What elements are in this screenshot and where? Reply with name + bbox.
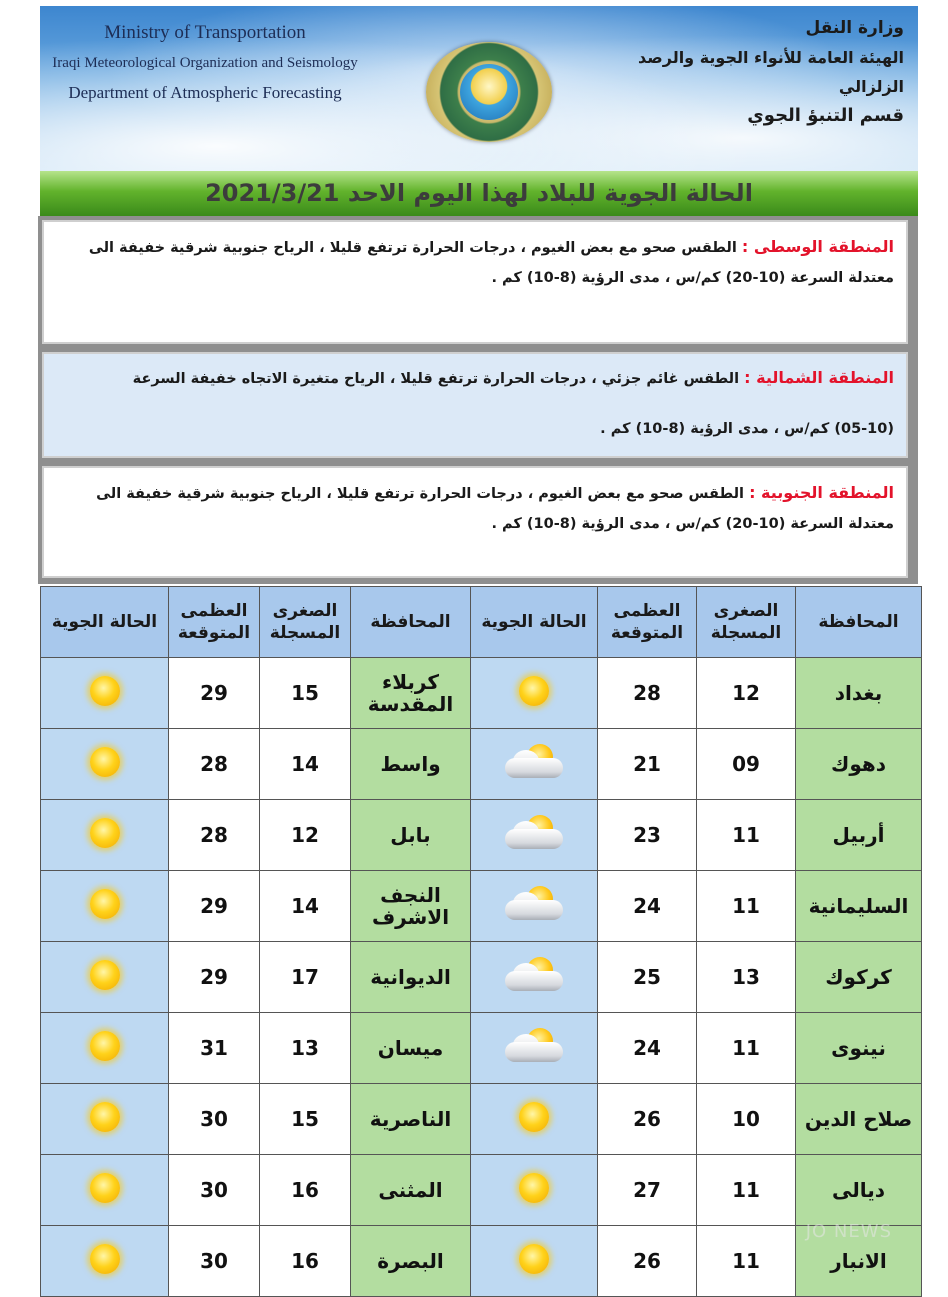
sun-icon [90,1031,120,1061]
province-name: كركوك [796,942,922,1013]
header-condition: الحالة الجوية [471,587,598,658]
max-temp: 23 [598,800,697,871]
min-temp: 12 [260,800,351,871]
region-label: المنطقة الجنوبية : [749,483,894,502]
sun-icon [519,1173,549,1203]
min-temp: 13 [697,942,796,1013]
min-temp: 11 [697,1226,796,1297]
region-text-line2: (05-10) كم/س ، مدى الرؤية (8-10) كم . [600,421,894,437]
region-text-line2: معتدلة السرعة (10-20) كم/س ، مدى الرؤية (8-10) كم . [491,516,894,532]
min-temp: 14 [260,729,351,800]
weather-condition [471,658,598,729]
table-row [41,729,922,800]
table-row [41,1226,922,1297]
weather-condition [471,1226,598,1297]
region-north [42,352,908,458]
table-row [41,1013,922,1084]
header-max: العظمى المتوقعة [598,587,697,658]
province-name: كربلاء المقدسة [351,658,471,729]
region-label: المنطقة الشمالية : [744,368,894,387]
max-temp: 27 [598,1155,697,1226]
min-temp: 10 [697,1084,796,1155]
table-row [41,1084,922,1155]
department-name-ar: قسم التنبؤ الجوي [747,105,904,126]
sun-icon [90,1173,120,1203]
arabic-header [604,14,904,130]
weather-bulletin [40,6,918,1272]
organization-name-ar: الهيئة العامة للأنواء الجوية والرصد الزلزالي [638,48,904,96]
sun-icon [90,1244,120,1274]
sun-icon [519,1244,549,1274]
region-label: المنطقة الوسطى : [741,237,894,256]
region-forecasts [38,216,918,584]
province-name: الانبار [796,1226,922,1297]
province-name: الديوانية [351,942,471,1013]
weather-condition [41,942,169,1013]
weather-condition [41,800,169,871]
max-temp: 26 [598,1084,697,1155]
min-temp: 14 [260,871,351,942]
min-temp: 15 [260,1084,351,1155]
min-temp: 11 [697,1155,796,1226]
weather-condition [41,1084,169,1155]
max-temp: 25 [598,942,697,1013]
department-name-en: Department of Atmospheric Forecasting [68,83,342,102]
region-text-line2: معتدلة السرعة (10-20) كم/س ، مدى الرؤية (8-10) كم . [491,270,894,286]
table-row [41,942,922,1013]
min-temp: 12 [697,658,796,729]
table-row [41,1155,922,1226]
bulletin-title: الحالة الجوية للبلاد لهذا اليوم الاحد 2021/3/21 [40,171,918,216]
weather-condition [41,658,169,729]
province-name: واسط [351,729,471,800]
province-name: النجف الاشرف [351,871,471,942]
min-temp: 11 [697,1013,796,1084]
table-row [41,658,922,729]
region-south [42,466,908,578]
max-temp: 26 [598,1226,697,1297]
header-banner [40,6,918,171]
header-condition: الحالة الجوية [41,587,169,658]
organization-logo [426,42,552,142]
sun-icon [90,960,120,990]
english-header [40,18,370,108]
weather-condition [471,800,598,871]
sun-icon [90,889,120,919]
min-temp: 11 [697,871,796,942]
province-name: الناصرية [351,1084,471,1155]
max-temp: 28 [169,800,260,871]
max-temp: 24 [598,871,697,942]
province-name: دهوك [796,729,922,800]
partly-cloudy-icon [503,744,565,780]
weather-condition [41,729,169,800]
partly-cloudy-icon [503,1028,565,1064]
province-name: أربيل [796,800,922,871]
max-temp: 30 [169,1226,260,1297]
region-text-line1: الطقس غائم جزئي ، درجات الحرارة ترتفع قليلا ، الرياح متغيرة الاتجاه خفيفة السرعة [132,371,740,387]
partly-cloudy-icon [503,957,565,993]
sun-icon [90,676,120,706]
province-name: السليمانية [796,871,922,942]
province-name: بغداد [796,658,922,729]
province-name: ميسان [351,1013,471,1084]
logo-emblem-icon [460,64,518,120]
sun-icon [90,818,120,848]
weather-condition [471,729,598,800]
weather-condition [471,1013,598,1084]
weather-condition [41,1013,169,1084]
sun-icon [519,1102,549,1132]
max-temp: 28 [169,729,260,800]
max-temp: 29 [169,942,260,1013]
province-name: صلاح الدين [796,1084,922,1155]
weather-condition [471,942,598,1013]
province-name: المثنى [351,1155,471,1226]
min-temp: 17 [260,942,351,1013]
partly-cloudy-icon [503,886,565,922]
region-text-line1: الطقس صحو مع بعض الغيوم ، درجات الحرارة ترتفع قليلا ، الرياح جنوبية شرقية خفيفة الى [88,240,737,256]
header-min: الصغرى المسجلة [697,587,796,658]
min-temp: 16 [260,1155,351,1226]
partly-cloudy-icon [503,815,565,851]
max-temp: 29 [169,658,260,729]
ministry-name-ar: وزارة النقل [805,18,904,38]
header-province: المحافظة [796,587,922,658]
weather-condition [471,1084,598,1155]
min-temp: 13 [260,1013,351,1084]
sun-icon [90,1102,120,1132]
province-name: بابل [351,800,471,871]
max-temp: 31 [169,1013,260,1084]
ministry-name-en: Ministry of Transportation [104,22,306,43]
sun-icon [90,747,120,777]
province-name: البصرة [351,1226,471,1297]
region-text-line1: الطقس صحو مع بعض الغيوم ، درجات الحرارة ترتفع قليلا ، الرياح جنوبية شرقية خفيفة الى [96,486,745,502]
watermark: JO NEWS [805,1221,892,1242]
header-min: الصغرى المسجلة [260,587,351,658]
min-temp: 16 [260,1226,351,1297]
table-row [41,871,922,942]
weather-condition [41,871,169,942]
min-temp: 11 [697,800,796,871]
header-province: المحافظة [351,587,471,658]
weather-condition [41,1226,169,1297]
provinces-table [40,586,922,1297]
max-temp: 30 [169,1155,260,1226]
max-temp: 21 [598,729,697,800]
header-max: العظمى المتوقعة [169,587,260,658]
min-temp: 09 [697,729,796,800]
max-temp: 30 [169,1084,260,1155]
table-header-row [41,587,922,658]
table-row [41,800,922,871]
region-central [42,220,908,344]
province-name: نينوى [796,1013,922,1084]
min-temp: 15 [260,658,351,729]
max-temp: 28 [598,658,697,729]
province-name: ديالى [796,1155,922,1226]
weather-condition [471,1155,598,1226]
organization-name-en: Iraqi Meteorological Organization and Seismology [52,55,358,71]
sun-icon [519,676,549,706]
max-temp: 29 [169,871,260,942]
weather-condition [41,1155,169,1226]
max-temp: 24 [598,1013,697,1084]
weather-condition [471,871,598,942]
